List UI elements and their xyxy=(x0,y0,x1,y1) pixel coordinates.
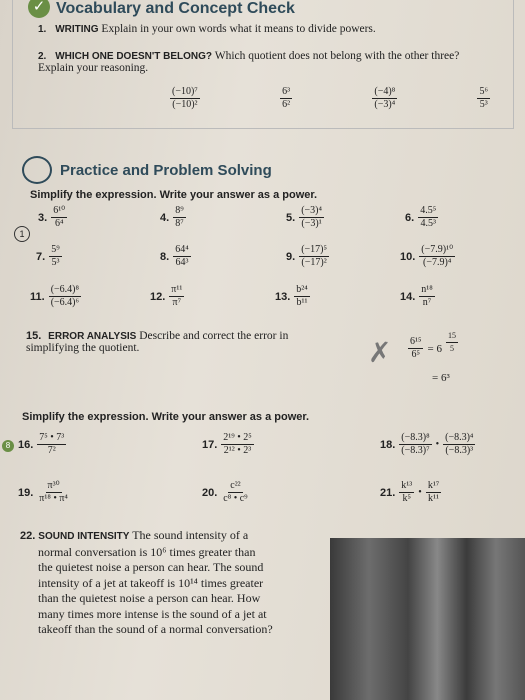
problem-17: 17. $\frac{\text{2¹⁹ • 2⁵}}{\text{2¹² • 2³}}$ xyxy=(202,432,252,456)
problem-3: 3. $\frac{\text{6¹⁰}}{\text{6⁴}}$ xyxy=(38,205,66,229)
q2-option-b: $\frac{\text{6³}}{\text{6²}}$ xyxy=(282,86,291,110)
problem-15: 15. ERROR ANALYSIS Describe and correct the error in simplifying the quotient. xyxy=(26,330,289,354)
q2-option-c: $\frac{\text{(−4)⁸}}{\text{(−3)⁴}}$ xyxy=(374,86,396,110)
section-title-vocab: Vocabulary and Concept Check xyxy=(56,0,295,17)
problem-11: 11. $\frac{\text{(−6.4)⁸}}{\text{(−6.4)⁶}}$ xyxy=(30,284,79,308)
problem-8: 8. $\frac{\text{64⁴}}{\text{64³}}$ xyxy=(160,244,189,268)
problem-16-marker: 8 xyxy=(2,440,14,452)
error-x-mark: ✗ xyxy=(368,336,392,369)
vocab-item-2: 2. WHICH ONE DOESN'T BELONG? Which quotient does not belong with the other three? Explain your reasoning. xyxy=(38,50,460,74)
check-icon: ✓ xyxy=(28,0,50,18)
sound-photo xyxy=(330,538,525,700)
error-work: $\frac{\text{6¹⁵}}{\text{6⁵}}$ = 6 $\frac{15}{5}$ xyxy=(410,331,456,360)
problem-5: 5. $\frac{\text{(−3)⁴}}{\text{(−3)¹}}$ xyxy=(286,205,322,229)
pencil-icon xyxy=(22,156,52,184)
problem-16: 16. $\frac{\text{7⁵ • 7³}}{\text{7²}}$ xyxy=(18,432,65,456)
problem-12: 12. $\frac{\text{π¹¹}}{\text{π⁷}}$ xyxy=(150,284,183,308)
problem-19: 19. $\frac{\text{π³⁰}}{\text{π¹⁸ • π⁴}}$ xyxy=(18,480,68,504)
problem-6: 6. $\frac{\text{4.5⁵}}{\text{4.5³}}$ xyxy=(405,205,437,229)
problem-18: 18. $\frac{\text{(−8.3)⁸}}{\text{(−8.3)⁷}}$ • $\frac{\text{(−8.3)⁴}}{\text{(−8.3)³}}$ xyxy=(380,432,474,456)
instructions-1: Simplify the expression. Write your answer as a power. xyxy=(30,189,318,201)
vocab-item-1: 1. WRITING Explain in your own words what it means to divide powers. xyxy=(38,23,376,35)
problem-13: 13. $\frac{\text{b²⁴}}{\text{b¹¹}}$ xyxy=(275,284,308,308)
error-result: = 6³ xyxy=(432,372,450,384)
problem-9: 9. $\frac{\text{(−17)⁵}}{\text{(−17)²}}$ xyxy=(286,244,327,268)
help-circle-icon: 1 xyxy=(14,226,30,242)
q2-option-d: $\frac{\text{5⁶}}{\text{5³}}$ xyxy=(479,86,488,110)
problem-14: 14. $\frac{\text{n¹⁸}}{\text{n⁷}}$ xyxy=(400,284,433,308)
q2-options xyxy=(170,86,490,111)
section-title-practice: Practice and Problem Solving xyxy=(60,162,272,179)
instructions-2: Simplify the expression. Write your answer as a power. xyxy=(22,411,310,423)
problem-20: 20. $\frac{\text{c²²}}{\text{c⁸ • c⁹}}$ xyxy=(202,480,248,504)
problem-22: 22. SOUND INTENSITY The sound intensity of a normal conversation is 10⁶ times greater than the quietest noise a person can hear. The sound intensity of a jet at takeoff is 10¹⁴ times greater than the quietest noise a person can hear. How many times more intense is the sound of a jet at takeoff than the sound of a normal conversation? xyxy=(20,528,273,636)
problem-4: 4. $\frac{\text{8⁹}}{\text{8⁷}}$ xyxy=(160,205,184,229)
q2-option-a: $\frac{\text{(−10)⁷}}{\text{(−10)²}}$ xyxy=(172,86,198,110)
problem-7: 7. $\frac{\text{5⁹}}{\text{5³}}$ xyxy=(36,244,60,268)
problem-21: 21. $\frac{\text{k¹³}}{\text{k⁵}}$ • $\frac{\text{k¹⁷}}{\text{k¹¹}}$ xyxy=(380,480,440,504)
problem-10: 10. $\frac{\text{(−7.9)¹⁰}}{\text{(−7.9)⁴}}$ xyxy=(400,244,454,268)
